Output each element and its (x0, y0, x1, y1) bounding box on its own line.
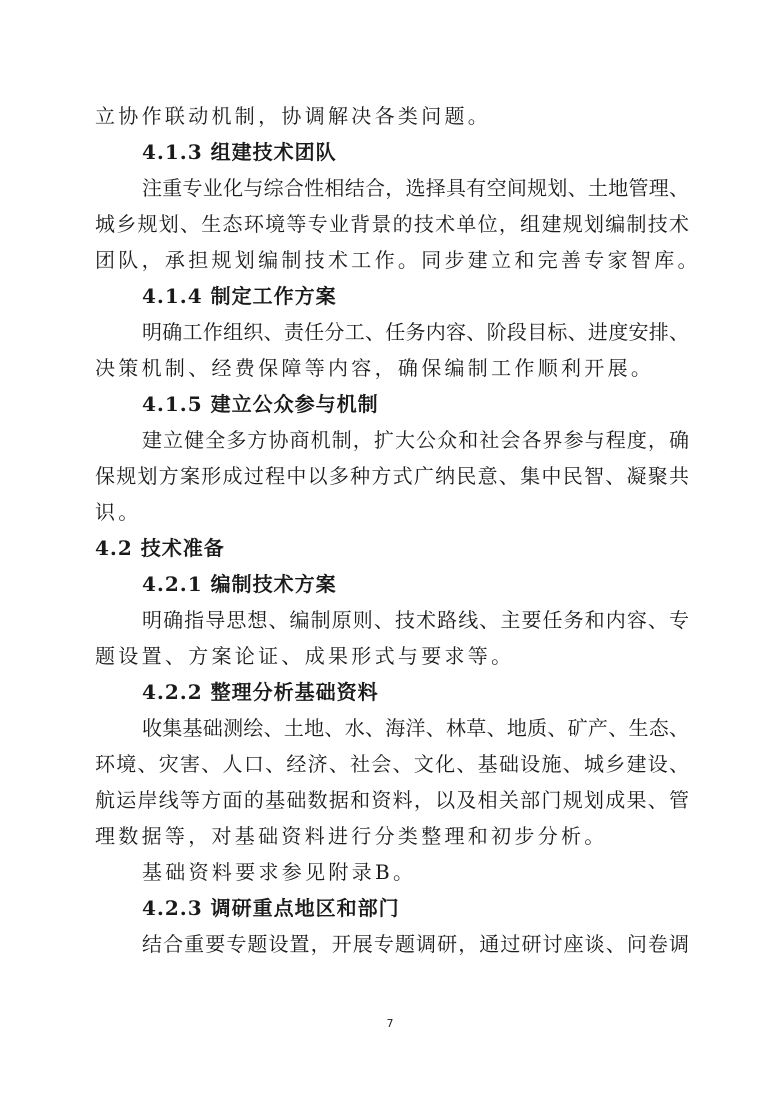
section-number: 4.2.1 (142, 572, 203, 596)
section-number: 4.2.3 (142, 896, 203, 920)
section-heading-4-2-2 (95, 674, 689, 710)
paragraph-line: 环境、灾害、人口、经济、社会、文化、基础设施、城乡建设、 (95, 752, 689, 776)
paragraph-line: 团队，承担规划编制技术工作。同步建立和完善专家智库。 (95, 248, 701, 272)
document-body (95, 98, 701, 962)
section-heading-4-2-1 (95, 566, 689, 602)
paragraph-line: 明确指导思想、编制原则、技术路线、主要任务和内容、专 (142, 608, 689, 632)
section-title: 调研重点地区和部门 (210, 896, 400, 920)
paragraph-line: 收集基础测绘、土地、水、海洋、林草、地质、矿产、生态、 (142, 716, 689, 740)
paragraph-line: 题设置、方案论证、成果形式与要求等。 (95, 644, 515, 668)
paragraph-line: 注重专业化与综合性相结合，选择具有空间规划、土地管理、 (142, 176, 689, 200)
section-title: 编制技术方案 (210, 572, 337, 596)
page-number: 7 (386, 1017, 394, 1030)
paragraph-line: 立协作联动机制，协调解决各类问题。 (95, 104, 492, 128)
section-title: 整理分析基础资料 (210, 680, 379, 704)
paragraph-line: 结合重要专题设置，开展专题调研，通过研讨座谈、问卷调 (142, 932, 689, 956)
section-heading-4-2-3 (95, 890, 689, 926)
section-number: 4.1.5 (142, 392, 203, 416)
section-title: 制定工作方案 (210, 284, 337, 308)
section-number: 4.1.4 (142, 284, 203, 308)
paragraph-line: 识。 (95, 500, 142, 524)
section-number: 4.1.3 (142, 140, 203, 164)
section-title: 技术准备 (140, 536, 225, 560)
paragraph-line: 理数据等，对基础资料进行分类整理和初步分析。 (95, 824, 608, 848)
paragraph-line: 明确工作组织、责任分工、任务内容、阶段目标、进度安排、 (142, 320, 689, 344)
section-heading-4-1-4 (95, 278, 689, 314)
section-heading-4-1-3 (95, 134, 689, 170)
paragraph-line: 航运岸线等方面的基础数据和资料，以及相关部门规划成果、管 (95, 788, 689, 812)
paragraph-line: 建立健全多方协商机制，扩大公众和社会各界参与程度，确 (142, 428, 689, 452)
paragraph-line: 基础资料要求参见附录B。 (142, 860, 417, 884)
section-heading-4-1-5 (95, 386, 689, 422)
section-title: 组建技术团队 (210, 140, 337, 164)
section-heading-4-2 (95, 530, 689, 566)
section-title: 建立公众参与机制 (210, 392, 379, 416)
section-number: 4.2.2 (142, 680, 203, 704)
section-number: 4.2 (95, 536, 133, 560)
paragraph-line: 决策机制、经费保障等内容，确保编制工作顺利开展。 (95, 356, 655, 380)
paragraph-line: 城乡规划、生态环境等专业背景的技术单位，组建规划编制技术 (95, 212, 689, 236)
paragraph-line: 保规划方案形成过程中以多种方式广纳民意、集中民智、凝聚共 (95, 464, 689, 488)
